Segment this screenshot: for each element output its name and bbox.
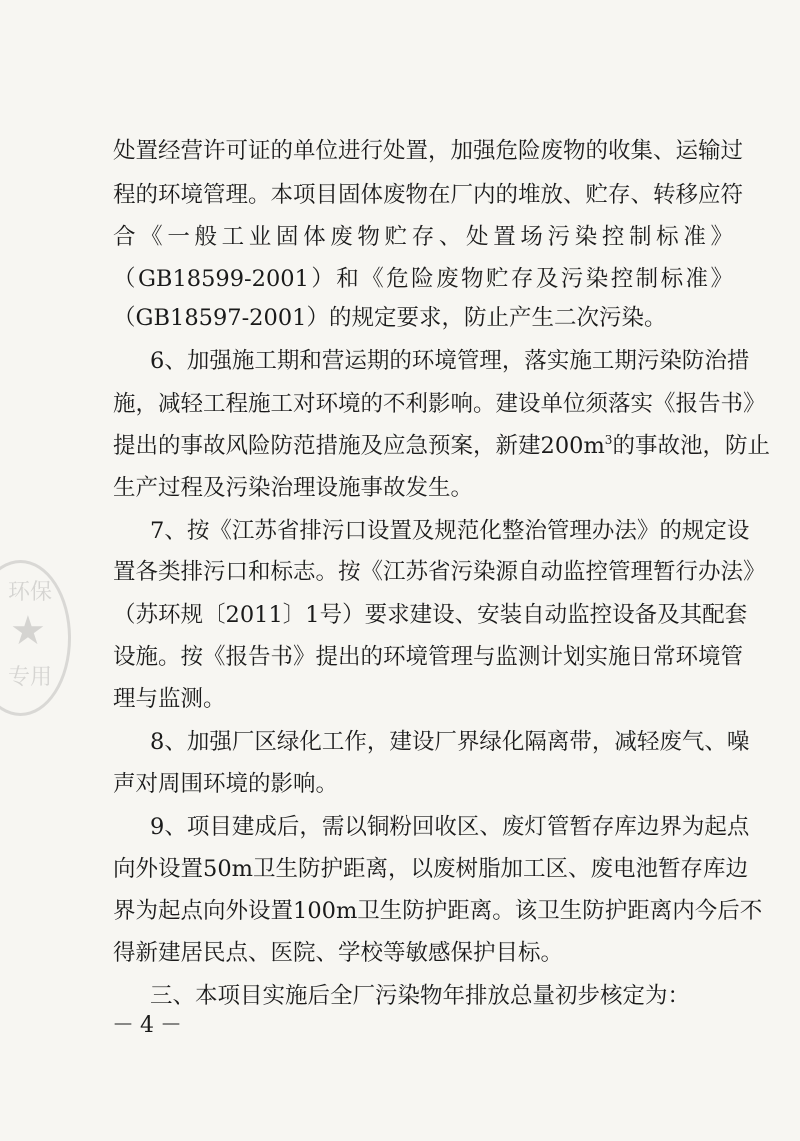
text-line-10: 7、按《江苏省排污口设置及规范化整治管理办法》的规定设: [150, 518, 750, 544]
text-line-19: 界为起点向外设置100m卫生防护距离。该卫生防护距离内今后不: [113, 898, 763, 924]
text-line-18: 向外设置50m卫生防护距离，以废树脂加工区、废电池暂存库边: [113, 856, 748, 882]
superscript-3: 3: [604, 433, 613, 447]
stamp-text-top: 环保: [8, 580, 53, 605]
text-line-16: 声对周围环境的影响。: [113, 771, 339, 797]
text-line-8: [113, 431, 770, 461]
text-line-2: 程的环境管理。本项目固体废物在厂内的堆放、贮存、转移应符: [113, 182, 744, 208]
text-line-14: 理与监测。: [113, 686, 226, 712]
text-line-6: 6、加强施工期和营运期的环境管理，落实施工期污染防治措: [150, 348, 750, 374]
text-line-3: 合《一般工业固体废物贮存、处置场污染控制标准》: [113, 224, 733, 250]
text-line-1: 处置经营许可证的单位进行处置，加强危险废物的收集、运输过: [113, 138, 744, 164]
text-line-13: 设施。按《报告书》提出的环境管理与监测计划实施日常环境管: [113, 644, 744, 670]
text-line-12: （苏环规〔2011〕1号）要求建设、安装自动监控设备及其配套: [113, 602, 748, 628]
text-line-21: 三、本项目实施后全厂污染物年排放总量初步核定为：: [150, 983, 691, 1009]
text-line-9: 生产过程及污染治理设施事故发生。: [113, 475, 474, 501]
text-line-17: 9、项目建成后，需以铜粉回收区、废灯管暂存库边界为起点: [150, 814, 750, 840]
line8-before: 提出的事故风险防范措施及应急预案，新建200m: [113, 433, 605, 459]
text-line-7: 施，减轻工程施工对环境的不利影响。建设单位须落实《报告书》: [113, 391, 766, 417]
stamp-text-bottom: 专用: [8, 665, 53, 690]
text-line-15: 8、加强厂区绿化工作，建设厂界绿化隔离带，减轻废气、噪: [150, 729, 750, 755]
page-number: －4－: [112, 1013, 188, 1038]
text-line-4: （GB18599-2001）和《危险废物贮存及污染控制标准》: [113, 266, 733, 292]
text-line-20: 得新建居民点、医院、学校等敏感保护目标。: [113, 940, 564, 966]
text-line-5: （GB18597-2001）的规定要求，防止产生二次污染。: [113, 305, 667, 331]
line8-after: 的事故池，防止: [612, 433, 770, 459]
text-line-11: 置各类排污口和标志。按《江苏省污染源自动监控管理暂行办法》: [113, 559, 766, 585]
stamp-star-icon: ★: [10, 608, 46, 654]
